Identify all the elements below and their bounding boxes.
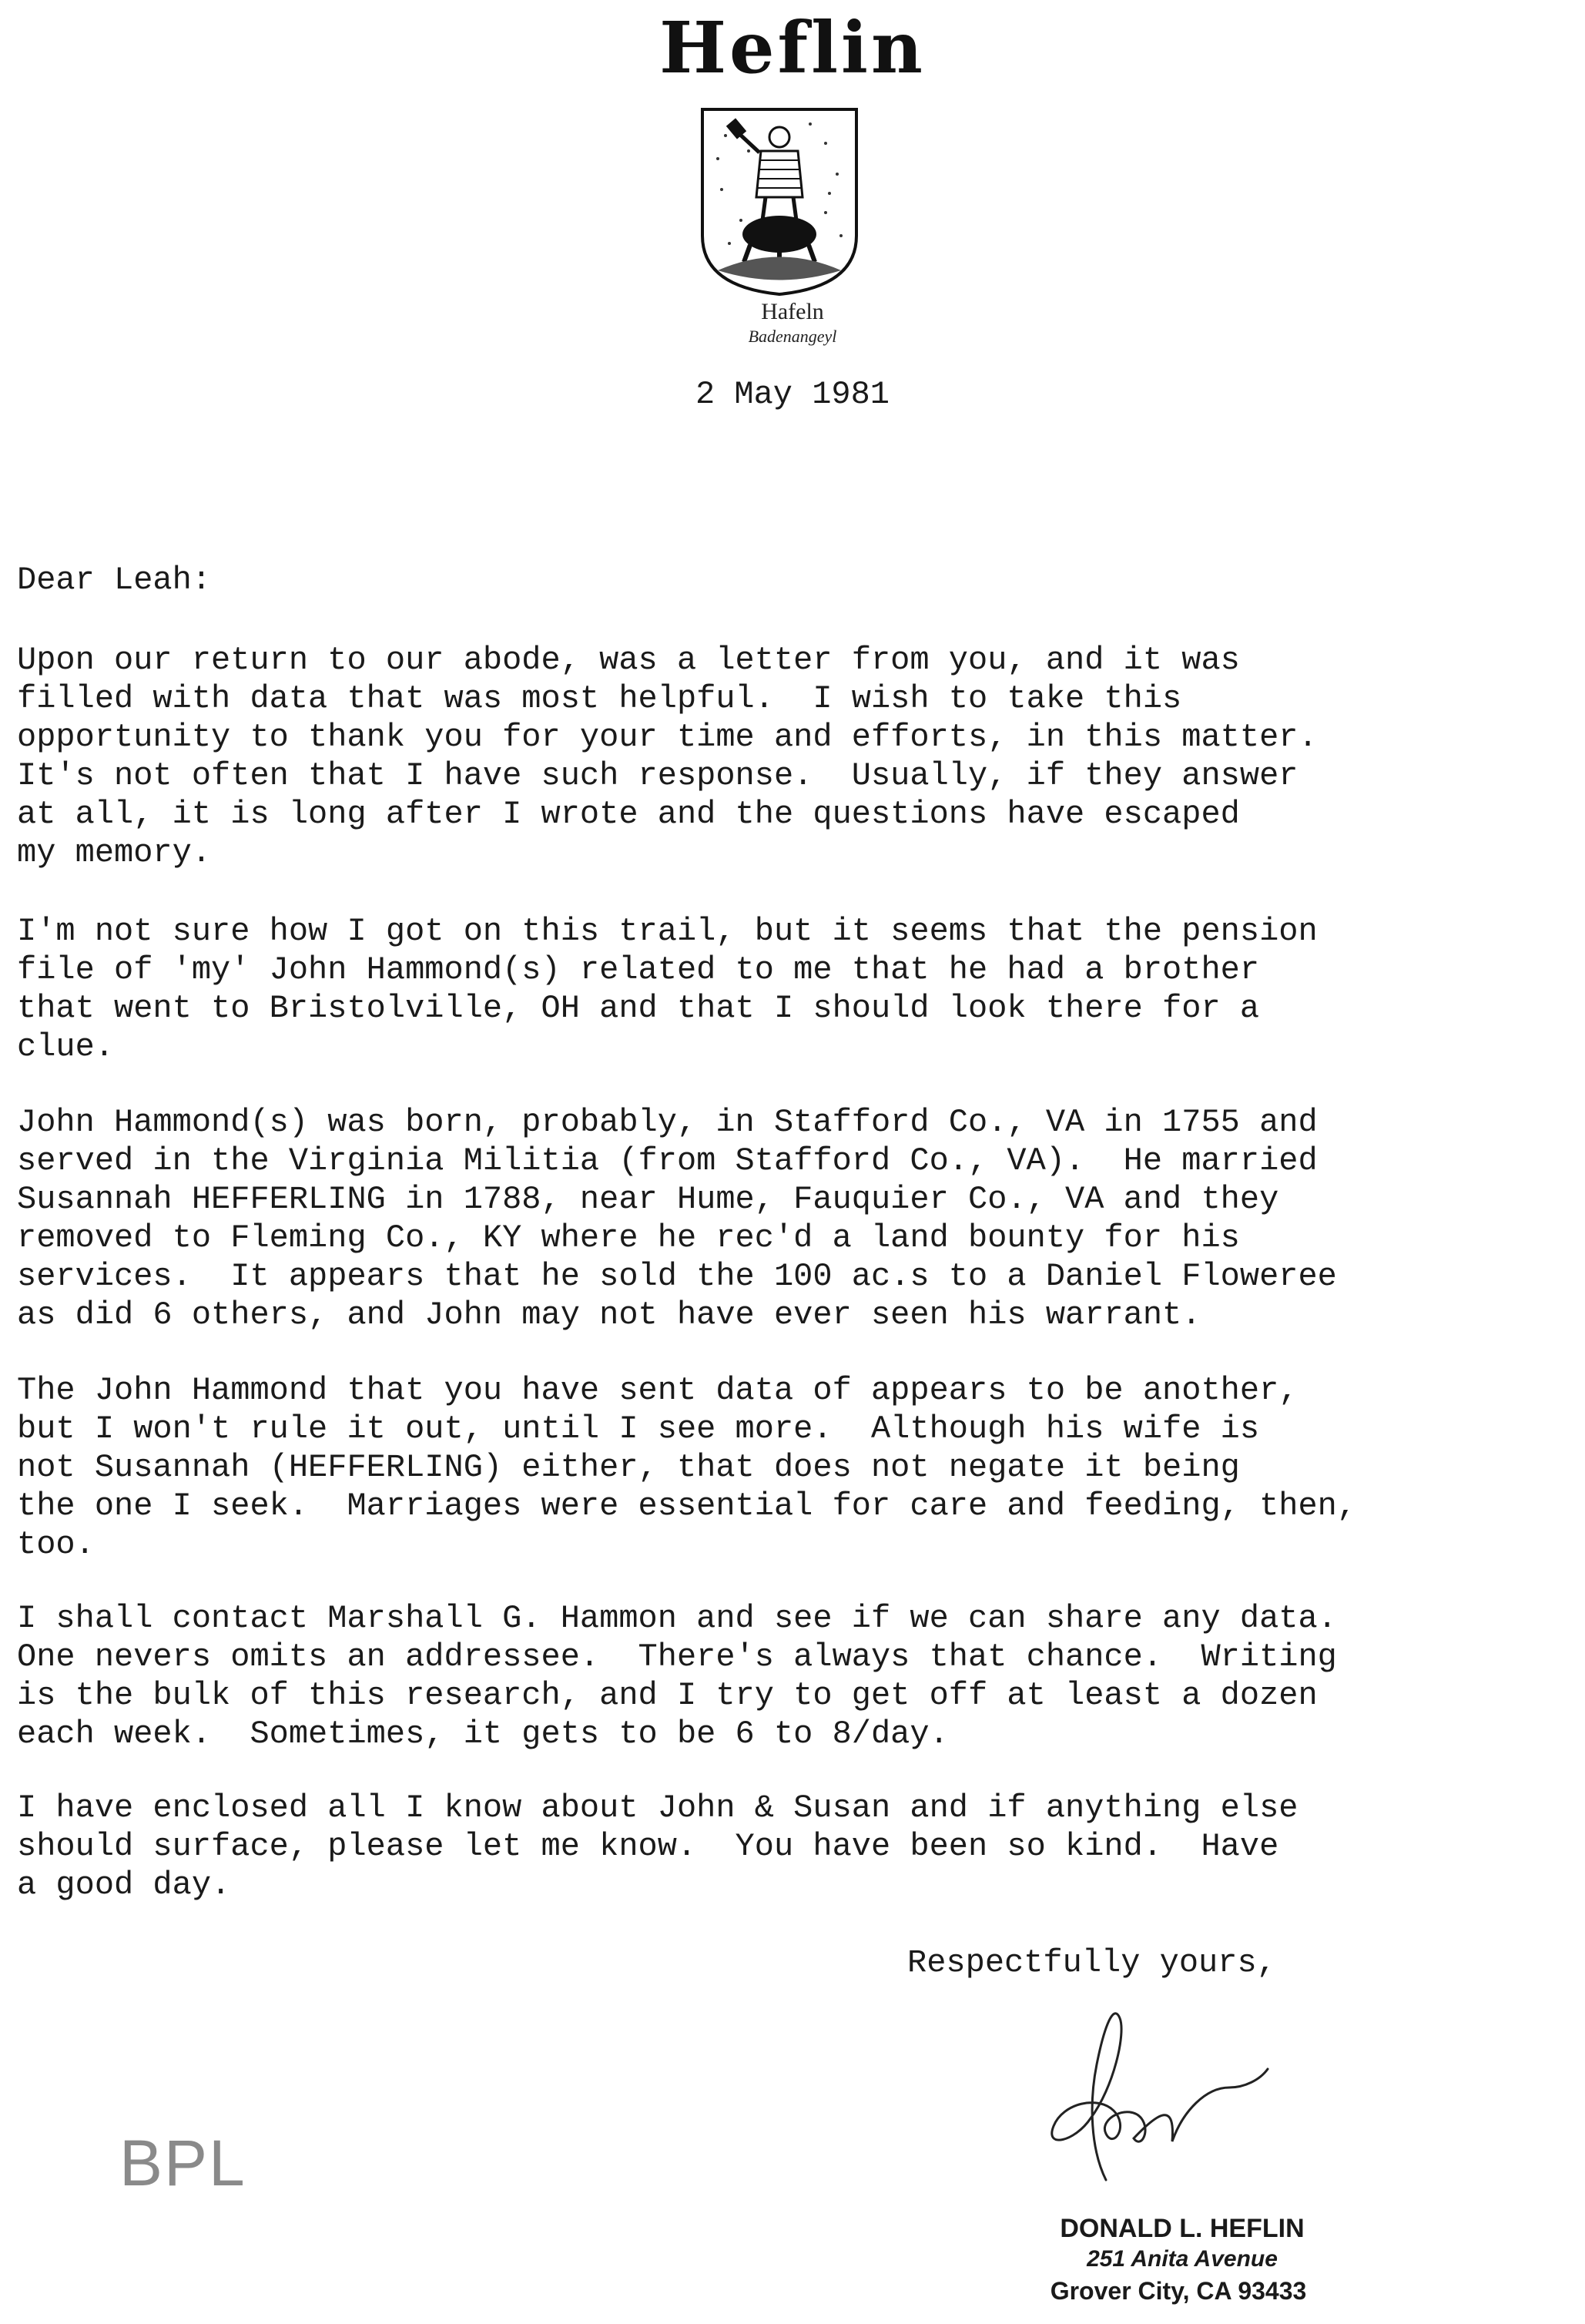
- closing: Respectfully yours,: [907, 1944, 1276, 1981]
- paragraph-4: The John Hammond that you have sent data of appears to be another, but I won't rule it out, until I see more. Although his wife is not Susannah (HEFFERLING) either, that does not negate it being the one I seek. Marriages were essential for care and feeding, then, too.: [17, 1372, 1357, 1563]
- coat-of-arms-icon: [695, 105, 864, 297]
- letter-date: 2 May 1981: [695, 376, 890, 413]
- sender-address-street: 251 Anita Avenue: [1087, 2246, 1278, 2272]
- crest-caption-name: Hafeln: [761, 299, 824, 324]
- salutation: Dear Leah:: [17, 562, 212, 599]
- paragraph-2: I'm not sure how I got on this trail, but it seems that the pension file of 'my' John Hammond(s) related to me that he had a brother that went to Bristolville, OH and that I should look there for a clue.: [17, 913, 1318, 1065]
- signature: [998, 1995, 1275, 2218]
- sender-name: DONALD L. HEFLIN: [1060, 2214, 1305, 2243]
- letterhead-family-name: Heflin: [659, 6, 926, 89]
- watermark: BPL: [119, 2127, 246, 2199]
- paragraph-6: I have enclosed all I know about John & Susan and if anything else should surface, please let me know. You have been so kind. Have a good day.: [17, 1789, 1298, 1903]
- crest-caption-region: Badenangeyl: [748, 327, 837, 346]
- paragraph-3: John Hammond(s) was born, probably, in Stafford Co., VA in 1755 and served in the Virginia Militia (from Stafford Co., VA). He married Susannah HEFFERLING in 1788, near Hume, Fauquier Co., VA and they removed to Fleming Co., KY where he rec'd a land bounty for his services. It appears that he sold the 100 ac.s to a Daniel Floweree as did 6 others, and John may not have ever seen his warrant.: [17, 1104, 1337, 1333]
- paragraph-1: Upon our return to our abode, was a letter from you, and it was filled with data that was most helpful. I wish to take this opportunity to thank you for your time and efforts, in this matter. It's not often that I have such response. Usually, if they answer at all, it is long after I wrote and the questions have escaped my memory.: [17, 642, 1318, 871]
- sender-address-city: Grover City, CA 93433: [1050, 2277, 1307, 2305]
- paragraph-5: I shall contact Marshall G. Hammon and see if we can share any data. One nevers omits an addressee. There's always that chance. Writing is the bulk of this research, and I try to get off at least a dozen each week. Sometimes, it gets to be 6 to 8/day.: [17, 1600, 1337, 1752]
